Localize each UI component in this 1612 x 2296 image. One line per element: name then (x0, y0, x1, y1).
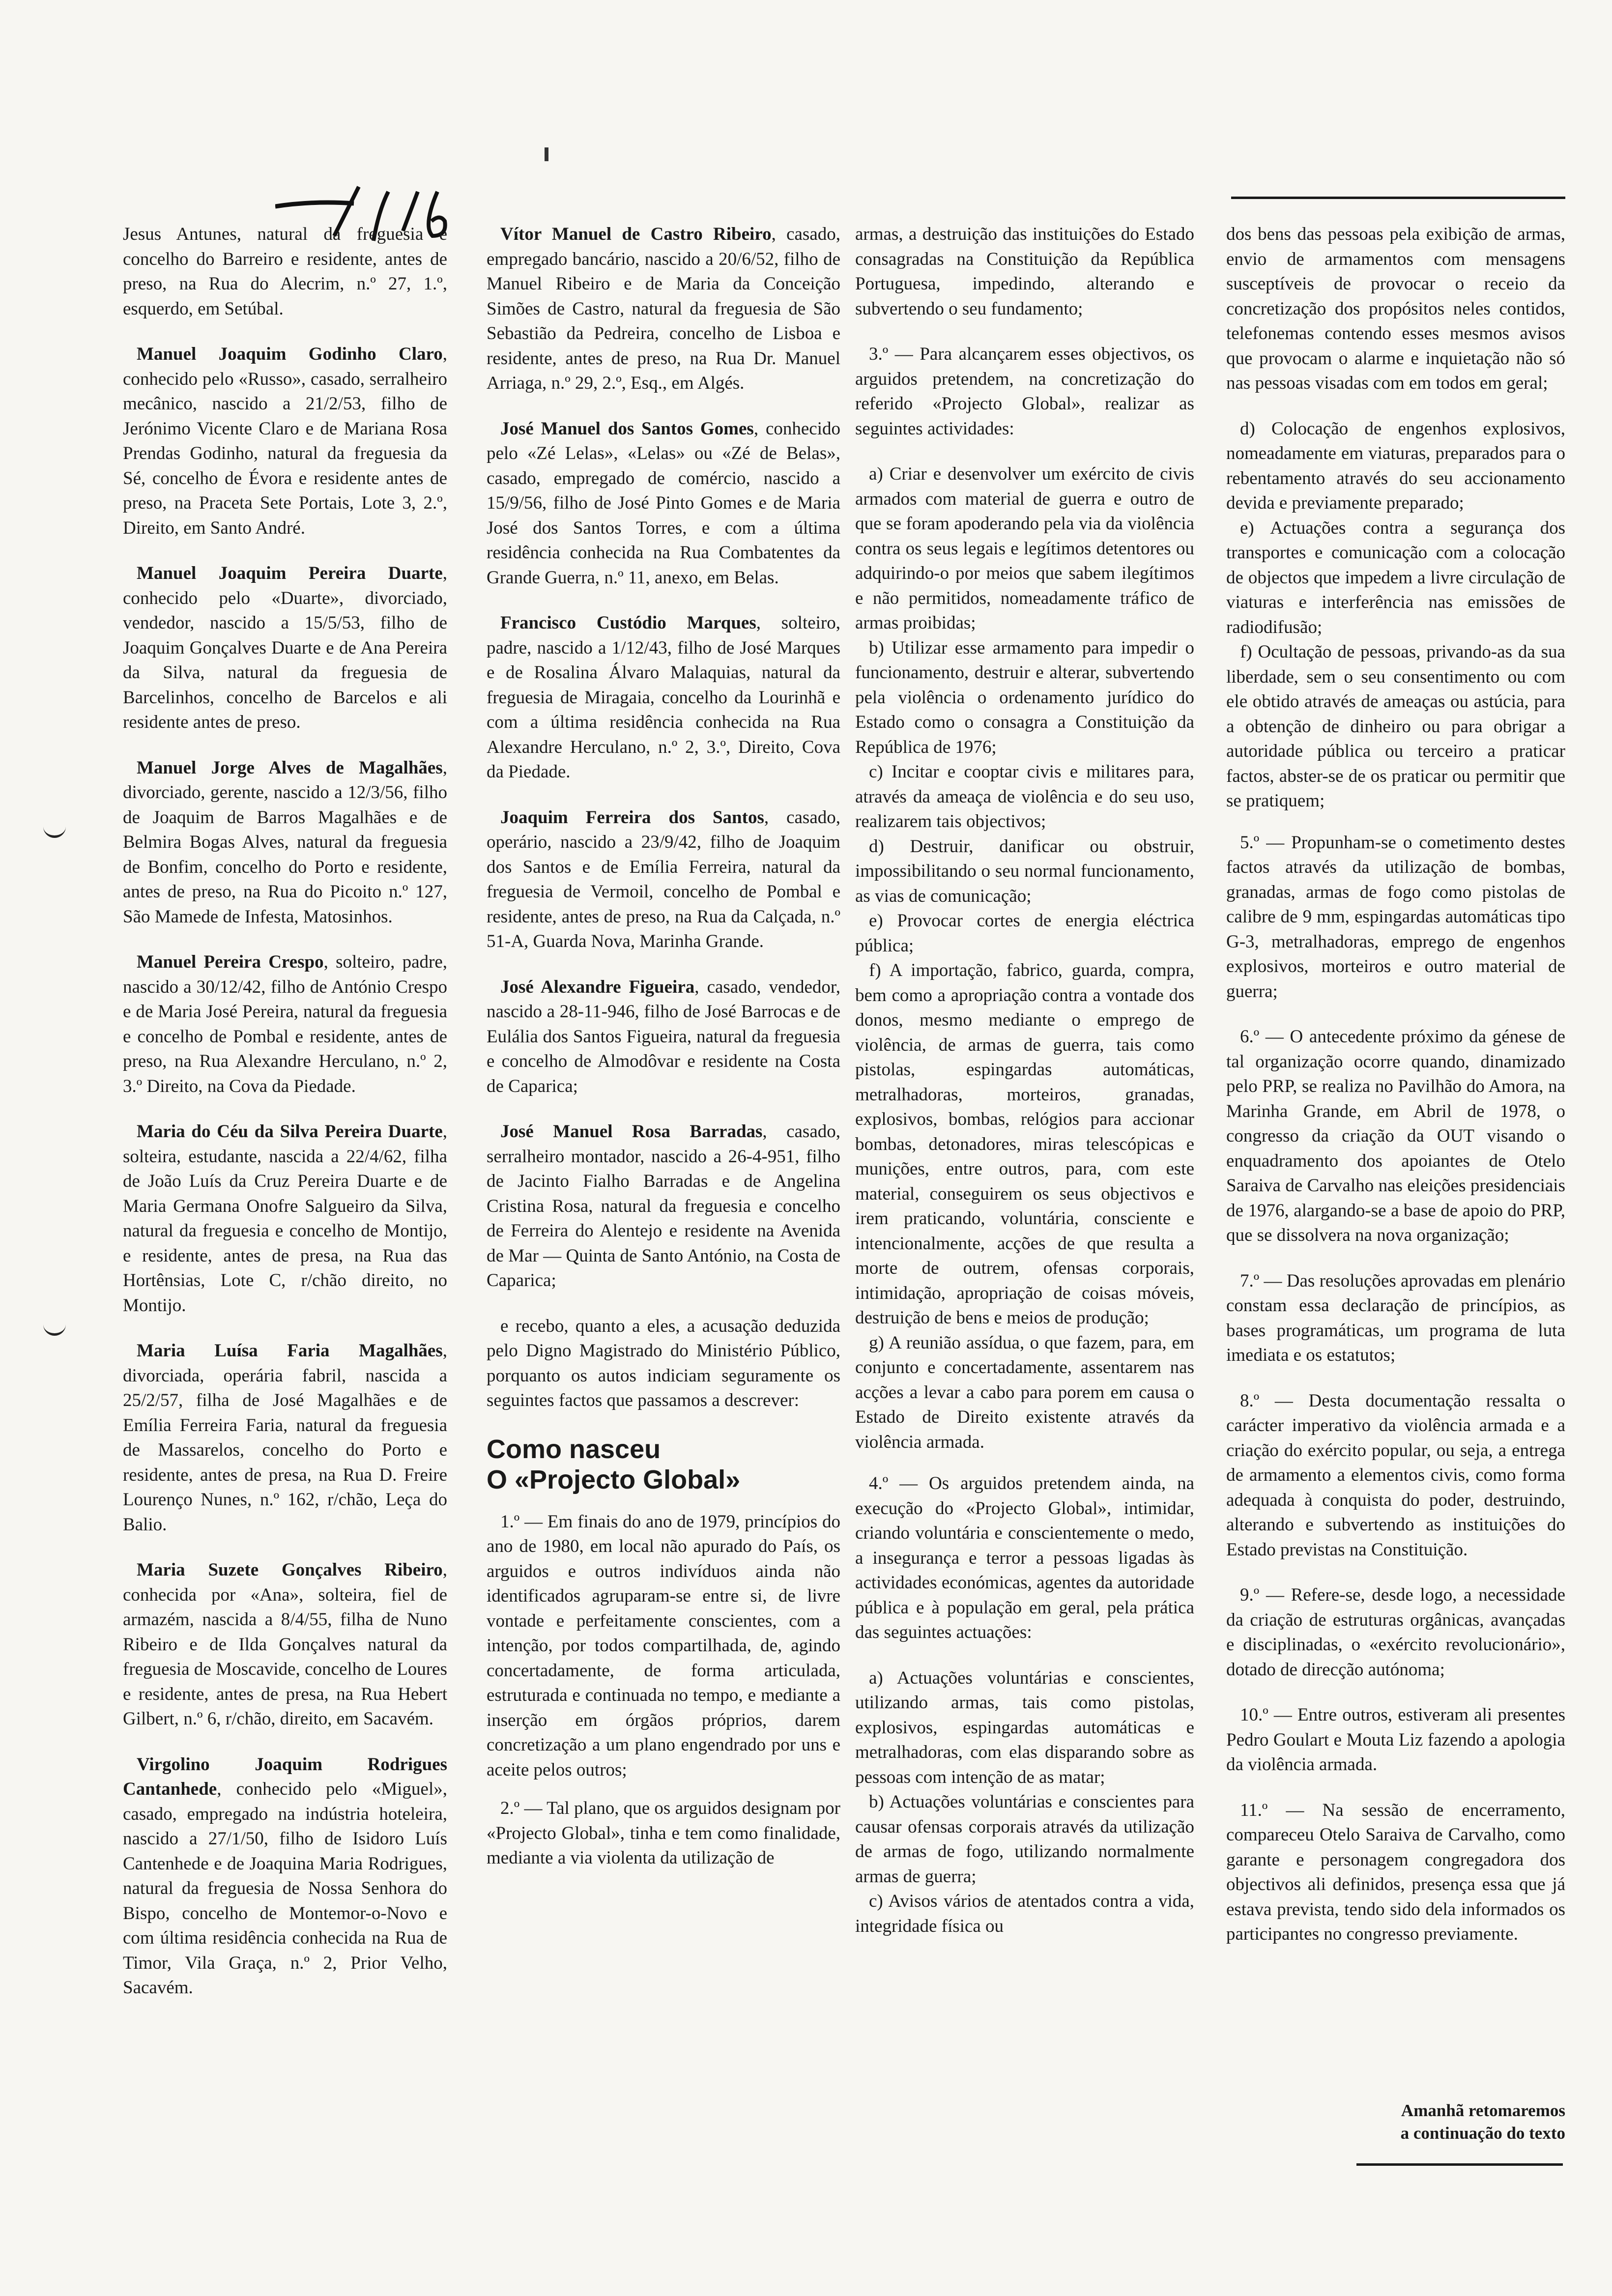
paragraph: f) A importação, fabrico, guarda, compra, bem como a apropriação contra a vontade dos donos, mesmo mediante o emprego de violência, de armas de guerra, tais como pistolas, espingardas automáticas, metralhadoras, morteiros, granadas, explosivos, bombas, relógios para accionar bombas, detonadores, miras telescópicas e munições, entre outros, para, com este material, conseguirem os seus objectivos e irem praticando, voluntária, consciente e intencionalmente, acções de que resulta a morte de outrem, ofensas corporais, intimidação, apropriação de coisas móveis, destruição de bens e meios de produção; (855, 960, 1194, 1328)
defendant-details: , conhecido pelo «Zé Lelas», «Lelas» ou «Zé de Belas», casado, empregado de comércio, nascido a 15/9/56, filho de José Pinto Gomes e de Maria José dos Santos Torres, e com a última residência conhecida na Rua Combatentes da Grande Guerra, n.º 11, anexo, em Belas. (487, 418, 840, 588)
paragraph: c) Avisos vários de atentados contra a vida, integridade física ou (855, 1891, 1194, 1936)
defendant-details: , conhecida por «Ana», solteira, fiel de armazém, nascida a 8/4/55, filha de Nuno Ribeiro e de Ilda Gonçalves natural da freguesia de Moscavide, concelho de Loures e residente, antes de presa, na Rua Hebert Gilbert, n.º 6, r/chão, direito, em Sacavém. (123, 1560, 447, 1729)
heading-line: O «Projecto Global» (487, 1464, 741, 1494)
defendant-name: Maria do Céu da Silva Pereira Duarte (137, 1121, 443, 1142)
paragraph: Jesus Antunes, natural da freguesia e concelho do Barreiro e residente, antes de preso, na Rua do Alecrim, n.º 27, 1.º, esquerdo, em Setúbal. (123, 224, 447, 319)
paragraph: e) Actuações contra a segurança dos transportes e comunicação com a colocação de objectos que impedem a livre circulação de viaturas e interferência nas emissões de radiodifusão; (1226, 517, 1565, 637)
defendant-name: José Manuel dos Santos Gomes (500, 418, 754, 439)
defendant-details: , conhecido pelo «Duarte», divorciado, vendedor, nascido a 15/5/53, filho de Joaquim Gonçalves Duarte e de Ana Pereira da Silva, natural da freguesia de Barcelinhos, concelho de Barcelos e ali residente antes de preso. (123, 563, 447, 732)
defendant-name: Virgolino Joaquim Rodrigues Cantanhede (123, 1754, 447, 1799)
defendant-entry (487, 805, 840, 954)
column-3 (855, 222, 1194, 1955)
heading-line: Como nasceu (487, 1434, 661, 1464)
defendant-name: Maria Suzete Gonçalves Ribeiro (137, 1560, 443, 1580)
defendant-details: , casado, serralheiro montador, nascido a 26-4-951, filho de Jacinto Fialho Barradas e de Angelina Cristina Rosa, natural da freguesia e concelho de Ferreira do Alentejo e residente na Avenida de Mar — Quinta de Santo António, na Costa de Caparica; (487, 1121, 840, 1291)
defendant-entry (487, 417, 840, 591)
page-mark (545, 147, 548, 161)
defendant-details: , divorciado, gerente, nascido a 12/3/56, filho de Joaquim de Barros Magalhães e de Belmira Bogas Alves, natural da freguesia de Bonfim, concelho do Porto e residente, antes de preso, na Rua do Picoito n.º 127, São Mamede de Infesta, Matosinhos. (123, 757, 447, 927)
defendant-entry (123, 1339, 447, 1537)
defendant-name: Vítor Manuel de Castro Ribeiro (500, 224, 772, 244)
defendant-details: , solteiro, padre, nascido a 1/12/43, filho de José Marques e de Rosalina Álvaro Malaquias, natural da freguesia de Miragaia, concelho da Lourinhã e com a última residência conhecida na Rua Alexandre Herculano, n.º 2, 3.º, Direito, Cova da Piedade. (487, 613, 841, 782)
continuation-line: a continuação do texto (1400, 2124, 1565, 2143)
defendant-entry (123, 561, 447, 735)
paragraph: d) Colocação de engenhos explosivos, nomeadamente em viaturas, preparados para o rebentamento através do seu accionamento devida e previamente preparado; (1226, 418, 1565, 513)
defendant-entry (123, 1752, 447, 2001)
paragraph: 1.º — Em finais do ano de 1979, princípios do ano de 1980, em local não apurado do País, os arguidos e outros indivíduos ainda não identificados agruparam-se entre si, de livre vontade e perfeitamente conscientes, com a intenção, por todos compartilhada, de, agindo concertadamente, de forma articulada, estruturada e continuada no tempo, e mediante a inserção em órgãos próprios, darem concretização a um plano engendrado por uns e aceite pelos outros; (487, 1511, 840, 1780)
margin-mark (43, 1315, 66, 1336)
paragraph: 8.º — Desta documentação ressalta o carácter imperativo da violência armada e a criação do exército popular, ou seja, a entrega de armamento a elementos civis, como forma adequada à conquista do poder, destruindo, alterando e subvertendo as instituições do Estado previstas na Constituição. (1226, 1390, 1565, 1560)
paragraph: c) Incitar e cooptar civis e militares para, através da ameaça de violência e do seu uso, realizarem tais objectivos; (855, 762, 1194, 832)
paragraph: 10.º — Entre outros, estiveram ali presentes Pedro Goulart e Mouta Liz fazendo a apologia da violência armada. (1226, 1705, 1565, 1775)
defendant-name: Maria Luísa Faria Magalhães (137, 1341, 443, 1361)
bottom-rule (1356, 2163, 1563, 2166)
column-2-entries (487, 222, 840, 1413)
defendant-details: , casado, operário, nascido a 23/9/42, filho de Joaquim dos Santos e de Emília Ferreira, natural da freguesia de Vermoil, concelho de Pombal e residente, antes de preso, na Rua da Calçada, n.º 51-A, Guarda Nova, Marinha Grande. (487, 807, 840, 951)
paragraph: 7.º — Das resoluções aprovadas em plenário constam essa declaração de princípios, as bases programáticas, um programa de luta imediata e os estatutos; (1226, 1270, 1565, 1365)
defendant-name: José Manuel Rosa Barradas (500, 1121, 763, 1142)
paragraph: b) Actuações voluntárias e conscientes para causar ofensas corporais através da utilização de armas de fogo, utilizando normalmente armas de guerra; (855, 1792, 1194, 1887)
paragraph: d) Destruir, danificar ou obstruir, impossibilitando o seu normal funcionamento, as vias de comunicação; (855, 836, 1194, 906)
column-2 (487, 222, 840, 1885)
paragraph: dos bens das pessoas pela exibição de armas, envio de armamentos com mensagens susceptíveis de provocar o receio da concretização dos propósitos neles contidos, telefonemas contendo esses mesmos avisos que provocam o alarme e inquietação não só nas pessoas visadas com em todos em geral; (1226, 224, 1565, 393)
paragraph: armas, a destruição das instituições do Estado consagradas na Constituição da República Portuguesa, impedindo, alterando e subvertendo o seu fundamento; (855, 224, 1194, 319)
defendant-name: Manuel Pereira Crespo (137, 952, 324, 972)
defendant-details: , casado, empregado bancário, nascido a 20/6/52, filho de Manuel Ribeiro e de Maria da Conceição Simões de Castro, natural da freguesia de São Sebastião da Pedreira, concelho de Lisboa e residente, antes de preso, na Rua Dr. Manuel Arriaga, n.º 29, 2.º, Esq., em Algés. (487, 224, 840, 393)
defendant-name: Manuel Jorge Alves de Magalhães (137, 757, 443, 778)
defendant-entry (123, 756, 447, 930)
defendant-details: , solteira, estudante, nascida a 22/4/62, filha de João Luís da Cruz Pereira Duarte e de Maria Germana Onofre Salgueiro da Silva, natural da freguesia e concelho de Montijo, e residente, antes de presa, na Rua das Hortênsias, Lote C, r/chão direito, no Montijo. (123, 1121, 447, 1316)
defendant-entry (123, 342, 447, 541)
column-2-body (487, 1510, 840, 1871)
paragraph: 4.º — Os arguidos pretendem ainda, na execução do «Projecto Global», intimidar, criando voluntária e conscientemente o medo, a insegurança e terror a pessoas ligadas às actividades económicas, agentes da autoridade pública e à população em geral, pela prática das seguintes actuações: (855, 1473, 1194, 1642)
continuation-note (1366, 2099, 1565, 2145)
paragraph: 6.º — O antecedente próximo da génese de tal organização ocorre quando, dinamizado pelo PRP, se realiza no Pavilhão do Amora, na Marinha Grande, em Abril de 1978, o congresso da criação da OUT visando o enquadramento dos apoiantes de Otelo Saraiva de Carvalho nas eleições presidenciais de 1976, alargando-se a base de apoio do PRP, que se dissolvera na nova organização; (1226, 1027, 1565, 1245)
defendant-details: , conhecido pelo «Russo», casado, serralheiro mecânico, nascido a 21/2/53, filho de Jerónimo Vicente Claro e de Mariana Rosa Prendas Godinho, natural da freguesia da Sé, concelho de Évora e residente antes de preso, na Praceta Sete Portais, Lote 3, 2.º, Direito, em Santo André. (123, 344, 447, 538)
continuation-line: Amanhã retomaremos (1401, 2101, 1565, 2120)
paragraph: 11.º — Na sessão de encerramento, compareceu Otelo Saraiva de Carvalho, como garante e personagem congregadora dos objectivos ali definidos, presença essa que já estava prevista, tendo sido dela informados os participantes no congresso previamente. (1226, 1800, 1565, 1944)
defendant-entry (487, 1119, 840, 1293)
paragraph: 2.º — Tal plano, que os arguidos designam por «Projecto Global», tinha e tem como finalidade, mediante a via violenta da utilização de (487, 1798, 840, 1868)
column-1 (123, 222, 447, 2021)
defendant-details: , solteiro, padre, nascido a 30/12/42, filho de António Crespo e de Maria José Pereira, natural da freguesia e concelho de Pombal e residente, antes de preso, na Rua Alexandre Herculano, n.º 2, 3.º Direito, na Cova da Piedade. (123, 952, 447, 1096)
defendant-name: Manuel Joaquim Godinho Claro (137, 344, 443, 364)
top-rule (1231, 197, 1565, 199)
defendant-name: José Alexandre Figueira (500, 976, 695, 997)
defendant-name: Francisco Custódio Marques (500, 613, 756, 633)
paragraph: e) Provocar cortes de energia eléctrica pública; (855, 911, 1194, 956)
paragraph: a) Actuações voluntárias e conscientes, utilizando armas, tais como pistolas, explosivos, espingardas automáticas e metralhadoras, com elas disparando sobre as pessoas com intenção de as matar; (855, 1667, 1194, 1787)
defendant-entry (123, 950, 447, 1099)
paragraph: 9.º — Refere-se, desde logo, a necessidade da criação de estruturas orgânicas, avançadas e disciplinadas, o «exército revolucionário», dotado de direcção autónoma; (1226, 1585, 1565, 1680)
paragraph: f) Ocultação de pessoas, privando-as da sua liberdade, sem o seu consentimento ou com ele obtido através de ameaças ou astúcia, para a obtenção de dinheiro ou para obrigar a autoridade pública ou terceiro a praticar factos, abster-se de os praticar ou permitir que se pratiquem; (1226, 642, 1565, 811)
defendant-entry (487, 611, 840, 785)
column-4 (1226, 222, 1565, 1968)
paragraph: a) Criar e desenvolver um exército de civis armados com material de guerra e outro de que se foram apoderando pela via da violência contra os seus legais e legítimos detentores ou adquirindo-o por meios que sabem ilegítimos e não permitidos, nomeadamente tráfico de armas proibidas; (855, 464, 1194, 633)
paragraph: e recebo, quanto a eles, a acusação deduzida pelo Digno Magistrado do Ministério Público, porquanto os autos indiciam seguramente os seguintes factos que passamos a descrever: (487, 1316, 840, 1410)
defendant-name: Joaquim Ferreira dos Santos (500, 807, 764, 828)
defendant-details: , conhecido pelo «Miguel», casado, empregado na indústria hoteleira, nascido a 27/1/50, filho de Isidoro Luís Cantenhede e de Joaquina Maria Rodrigues, natural da freguesia de Nossa Senhora do Bispo, concelho de Montemor-o-Novo e com última residência conhecida na Rua de Timor, Vila Graça, n.º 2, Prior Velho, Sacavém. (123, 1779, 447, 1998)
defendant-entry (123, 1119, 447, 1318)
section-heading (487, 1434, 840, 1495)
paragraph: g) A reunião assídua, o que fazem, para, em conjunto e concertadamente, assentarem nas acções a levar a cabo para porem em causa o Estado de Direito existente através da violência armada. (855, 1332, 1194, 1452)
defendant-name: Manuel Joaquim Pereira Duarte (137, 563, 443, 583)
defendant-entry (123, 1558, 447, 1732)
defendant-details: , divorciada, operária fabril, nascida a 25/2/57, filha de José Magalhães e de Emília Ferreira Faria, natural da freguesia de Massarelos, concelho do Porto e residente, antes de presa, na Rua D. Freire Lourenço Nunes, n.º 162, r/chão, Leça do Balio. (123, 1341, 447, 1535)
defendant-entry (487, 975, 840, 1099)
paragraph: 3.º — Para alcançarem esses objectivos, os arguidos pretendem, na concretização do referido «Projecto Global», realizar as seguintes actividades: (855, 344, 1194, 439)
defendant-details: , casado, vendedor, nascido a 28-11-946, filho de José Barrocas e de Eulália dos Santos Figueira, natural da freguesia e concelho de Almodôvar e residente na Costa de Caparica; (487, 976, 840, 1096)
paragraph: 5.º — Propunham-se o cometimento destes factos através da utilização de bombas, granadas, armas de fogo como pistolas de calibre de 9 mm, espingardas automáticas tipo G-3, metralhadoras, emprego de engenhos explosivos, morteiros e outro material de guerra; (1226, 832, 1565, 1002)
margin-mark (43, 817, 66, 838)
defendant-entry (487, 222, 840, 396)
paragraph: b) Utilizar esse armamento para impedir o funcionamento, destruir e alterar, subvertendo pela violência o ordenamento jurídico do Estado como o consagra a Constituição da República de 1976; (855, 637, 1194, 757)
